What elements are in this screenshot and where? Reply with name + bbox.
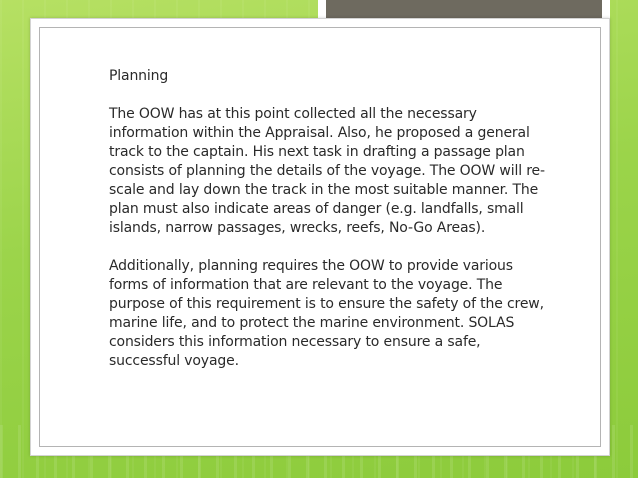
- paragraph-appraisal: The OOW has at this point collected all the necessary information within the Appraisal. Also, he proposed a general track to the captain. His next task in drafting a passage plan consists of planning the details of the voyage. The OOW will re-scale and lay down the track in the most suitable manner. The plan must also indicate areas of danger (e.g. landfalls, small islands, narrow passages, wrecks, reefs, No-Go Areas).: [109, 106, 545, 236]
- slide-text-body: [109, 67, 545, 371]
- slide-title: Planning: [109, 68, 169, 84]
- paragraph-planning-info: Additionally, planning requires the OOW to provide various forms of information that are relevant to the voyage. The purpose of this requirement is to ensure the safety of the crew, marine life, and to protect the marine environment. SOLAS considers this information necessary to ensure a safe, successful voyage.: [109, 258, 544, 369]
- slide-content-panel: [30, 18, 610, 456]
